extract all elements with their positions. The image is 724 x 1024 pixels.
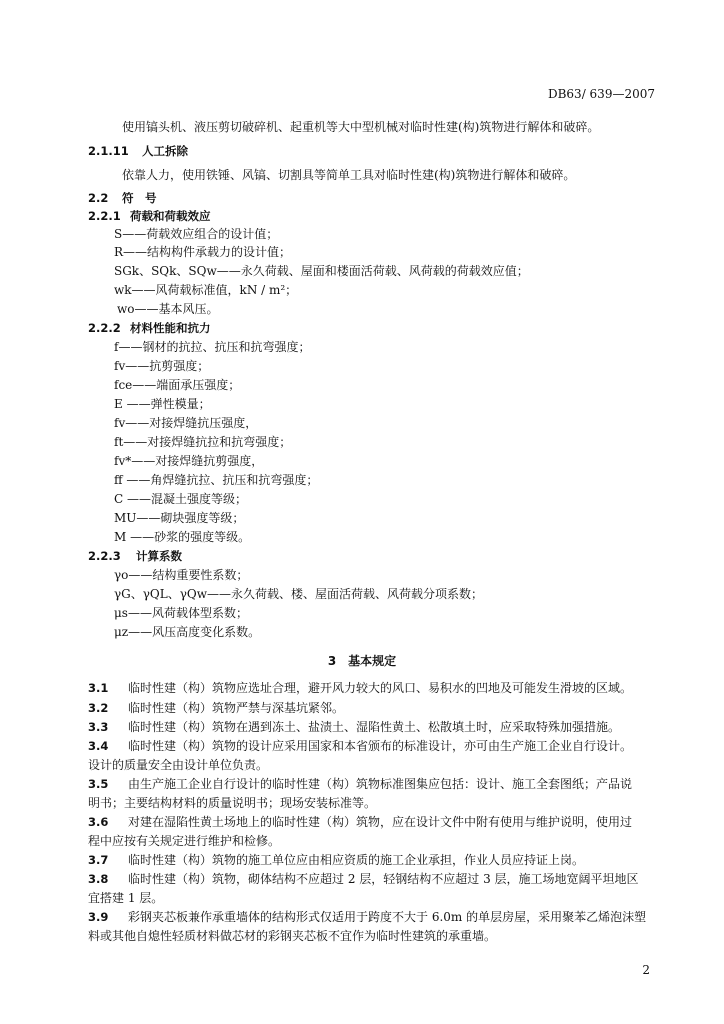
- symbol-line: w​o——基本风压。: [117, 302, 219, 316]
- section-number: 2.2.1: [88, 209, 121, 223]
- clause-text: 由生产施工企业自行设计的临时性建（构）筑物标准图集应包括：设计、施工全套图纸；产品说: [128, 777, 633, 791]
- symbol-line: f——钢材的抗拉、抗压和抗弯强度；: [114, 340, 311, 354]
- section-number: 2.2.3: [88, 549, 121, 563]
- chapter-title: 3 基本规定: [327, 654, 397, 668]
- clause-number: 3.2: [88, 701, 109, 715]
- clause-number: 3.7: [88, 853, 109, 867]
- clause-3-1: [88, 680, 656, 696]
- clause-3-5: [88, 776, 656, 792]
- symbol-line: γ​o——结构重要性系数；: [114, 568, 249, 582]
- section-title: 材料性能和抗力: [130, 321, 211, 335]
- section-title: 符 号: [122, 191, 157, 205]
- clause-text: 彩钢夹芯板兼作承重墙体的结构形式仅适用于跨度不大于 6.0m 的单层房屋，采用聚苯乙烯泡沫塑: [128, 910, 647, 924]
- symbol-line: w​k——风荷载标准值，kN / m²；: [114, 283, 298, 297]
- paragraph-line: 依靠人力，使用铁锤、风镐、切割具等简单工具对临时性建(构)筑物进行解体和破碎。: [122, 168, 576, 182]
- section-heading-2-2-2: [88, 320, 656, 336]
- clause-text: 临时性建（构）筑物严禁与深基坑紧邻。: [128, 701, 345, 715]
- section-heading-2-1-11: [88, 143, 656, 159]
- symbol-line: C ——混凝土强度等级；: [114, 492, 247, 506]
- symbol-line: f​f ——角焊缝抗拉、抗压和抗弯强度；: [114, 473, 319, 487]
- symbol-line: μ​s——风荷载体型系数；: [114, 606, 248, 620]
- symbol-line: S​Gk、S​Qk、S​Qw——永久荷载、屋面和楼面活荷载、风荷载的荷载效应值；: [114, 264, 529, 278]
- section-number: 2.1.11: [88, 144, 129, 158]
- symbol-line: f​v——对接焊缝抗压强度，: [114, 416, 258, 430]
- symbol-line: S——荷载效应组合的设计值；: [114, 227, 279, 241]
- clause-continuation: 宜搭建 1 层。: [88, 891, 164, 905]
- clause-3-9: [88, 909, 656, 925]
- symbol-line: f​t——对接焊缝抗拉和抗弯强度；: [114, 435, 292, 449]
- symbol-line: f​v*——对接焊缝抗剪强度，: [114, 454, 264, 468]
- symbol-line: f​v——抗剪强度；: [114, 359, 210, 373]
- symbol-line: E ——弹性模量；: [114, 397, 211, 411]
- clause-text: 临时性建（构）筑物，砌体结构不应超过 2 层，轻钢结构不应超过 3 层，施工场地宽阔平坦地区: [128, 872, 639, 886]
- clause-3-2: [88, 700, 656, 716]
- clause-number: 3.5: [88, 777, 109, 791]
- document-code: DB63/ 639—2007: [547, 87, 655, 101]
- page-number: 2: [642, 963, 650, 977]
- clause-number: 3.4: [88, 739, 109, 753]
- clause-text: 临时性建（构）筑物在遇到冻土、盐渍土、湿陷性黄土、松散填土时，应采取特殊加强措施。: [128, 720, 621, 734]
- section-heading-2-2: [88, 190, 656, 206]
- section-title: 荷载和荷载效应: [130, 209, 211, 223]
- symbol-line: R——结构构件承载力的设计值；: [114, 245, 292, 259]
- section-number: 2.2: [88, 191, 109, 205]
- clause-3-4: [88, 738, 656, 754]
- symbol-line: MU——砌块强度等级；: [114, 511, 245, 525]
- clause-text: 临时性建（构）筑物的施工单位应由相应资质的施工企业承担，作业人员应持证上岗。: [128, 853, 585, 867]
- symbol-line: μ​z——风压高度变化系数。: [114, 625, 261, 639]
- clause-text: 临时性建（构）筑物应选址合理，避开风力较大的风口、易积水的凹地及可能发生滑坡的区域。: [128, 681, 633, 695]
- paragraph-line: 使用镐头机、液压剪切破碎机、起重机等大中型机械对临时性建(构)筑物进行解体和破碎。: [122, 120, 600, 134]
- clause-3-3: [88, 719, 656, 735]
- clause-continuation: 明书；主要结构材料的质量说明书；现场安装标准等。: [88, 796, 377, 810]
- section-heading-2-2-1: [88, 208, 656, 224]
- clause-text: 临时性建（构）筑物的设计应采用国家和本省颁布的标准设计，亦可由生产施工企业自行设计。: [128, 739, 633, 753]
- section-title: 人工拆除: [142, 144, 188, 158]
- section-number: 2.2.2: [88, 321, 121, 335]
- section-heading-2-2-3: [88, 548, 656, 564]
- clause-continuation: 料或其他自熄性轻质材料做芯材的彩钢夹芯板不宜作为临时性建筑的承重墙。: [88, 929, 497, 943]
- symbol-line: M ——砂浆的强度等级。: [114, 530, 251, 544]
- clause-text: 对建在湿陷性黄土场地上的临时性建（构）筑物，应在设计文件中附有使用与维护说明，使用过: [128, 815, 633, 829]
- clause-number: 3.8: [88, 872, 109, 886]
- section-title: 计算系数: [136, 549, 182, 563]
- clause-number: 3.9: [88, 910, 109, 924]
- clause-continuation: 程中应按有关规定进行维护和检修。: [88, 834, 281, 848]
- clause-continuation: 设计的质量安全由设计单位负责。: [88, 758, 269, 772]
- clause-3-7: [88, 852, 656, 868]
- clause-number: 3.3: [88, 720, 109, 734]
- clause-3-6: [88, 814, 656, 830]
- clause-number: 3.6: [88, 815, 109, 829]
- symbol-line: γ​G、γ​QL、γ​Qw——永久荷载、楼、屋面活荷载、风荷载分项系数；: [114, 587, 484, 601]
- symbol-line: f​ce——端面承压强度；: [114, 378, 241, 392]
- clause-3-8: [88, 871, 656, 887]
- clause-number: 3.1: [88, 681, 109, 695]
